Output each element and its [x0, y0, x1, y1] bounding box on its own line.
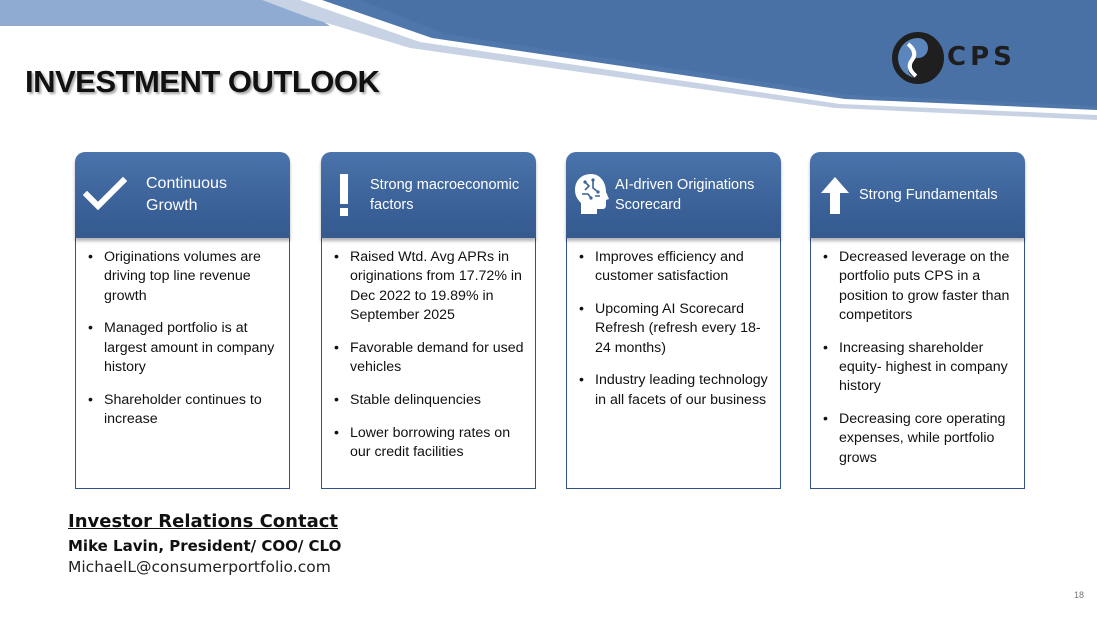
bullet-list — [579, 248, 774, 424]
ai-head-icon — [573, 172, 611, 216]
up-arrow-icon — [820, 176, 850, 216]
list-item: • Improves efficiency and customer satisfaction — [579, 248, 774, 287]
card-continuous-growth — [75, 152, 290, 489]
contact-heading: Investor Relations Contact — [68, 511, 339, 532]
logo-text: CPS — [947, 42, 1016, 72]
exclamation-icon — [335, 172, 353, 218]
card-ai-scorecard — [566, 152, 781, 489]
card-heading: Strong macroeconomic factors — [370, 177, 520, 213]
card-macroeconomic — [321, 152, 536, 489]
list-item: • Originations volumes are driving top line revenue growth — [88, 248, 283, 306]
card-strong-fundamentals — [810, 152, 1025, 489]
list-item: • Industry leading technology in all facets of our business — [579, 371, 774, 410]
list-item: • Stable delinquencies — [334, 391, 529, 410]
check-icon — [83, 174, 127, 214]
contact-name: Mike Lavin, President/ COO/ CLO — [68, 537, 342, 555]
list-item: • Decreasing core operating expenses, while portfolio grows — [823, 410, 1018, 468]
list-item: • Managed portfolio is at largest amount in company history — [88, 319, 283, 377]
page-title: INVESTMENT OUTLOOK — [25, 64, 380, 99]
bullet-list — [88, 248, 283, 443]
bullet-list — [823, 248, 1018, 481]
card-header — [321, 152, 536, 238]
list-item: • Upcoming AI Scorecard Refresh (refresh every 18-24 months) — [579, 300, 774, 358]
card-heading: Strong Fundamentals — [859, 187, 998, 203]
list-item: • Decreased leverage on the portfolio puts CPS in a position to grow faster than competitors — [823, 248, 1018, 325]
card-header — [566, 152, 781, 238]
card-heading: Continuous Growth — [146, 175, 227, 214]
list-item: • Shareholder continues to increase — [88, 391, 283, 430]
list-item: • Increasing shareholder equity- highest in company history — [823, 339, 1018, 397]
card-header — [75, 152, 290, 238]
card-header — [810, 152, 1025, 238]
card-heading: AI-driven Originations Scorecard — [615, 177, 755, 213]
list-item: • Favorable demand for used vehicles — [334, 339, 529, 378]
list-item: • Raised Wtd. Avg APRs in originations from 17.72% in Dec 2022 to 19.89% in September 2025 — [334, 248, 529, 325]
bullet-list — [334, 248, 529, 476]
contact-email-link[interactable]: MichaelL@consumerportfolio.com — [68, 558, 331, 576]
page-number: 18 — [1074, 590, 1085, 600]
list-item: • Lower borrowing rates on our credit facilities — [334, 424, 529, 463]
